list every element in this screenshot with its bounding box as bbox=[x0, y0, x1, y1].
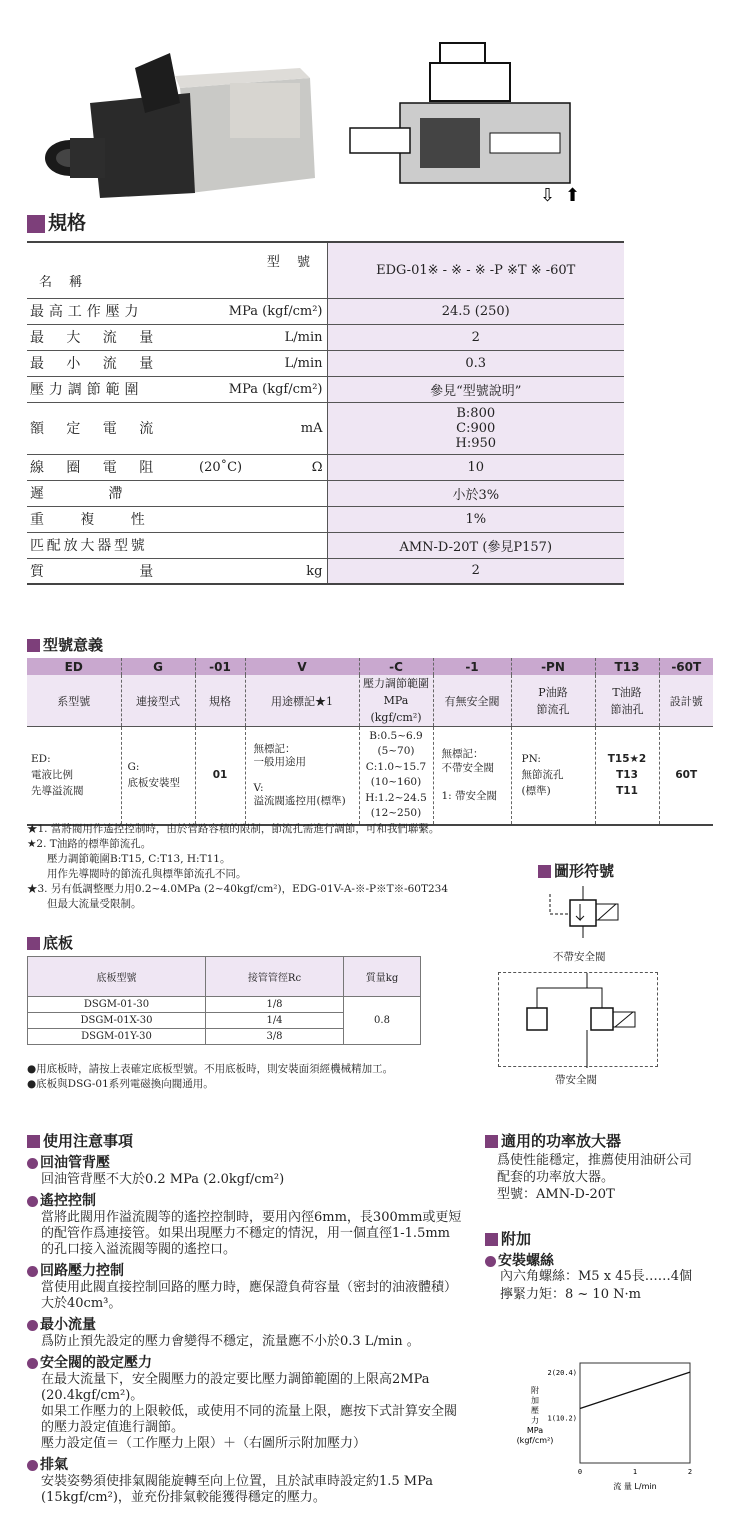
usage-text: 爲防止預先設定的壓力會變得不穩定，流量應不小於0.3 L/min 。 bbox=[41, 1334, 420, 1349]
appendix-title: 安裝螺絲 bbox=[485, 1250, 554, 1270]
x-tick-label: 2 bbox=[687, 1468, 693, 1476]
spec-label: 最大流量 bbox=[30, 330, 176, 346]
additional-pressure-chart bbox=[505, 1355, 715, 1505]
series-line bbox=[580, 1372, 690, 1408]
model-code: G bbox=[121, 658, 195, 675]
base-header: 接管管徑Rc bbox=[206, 957, 344, 997]
usage-title: 排氣 bbox=[40, 1457, 68, 1473]
spec-unit: L/min bbox=[284, 355, 323, 371]
symbol-heading: 圖形符號 bbox=[538, 860, 614, 881]
usage-list bbox=[27, 1152, 462, 1506]
symbol-no-relief bbox=[520, 882, 640, 942]
spec-label: 最小流量 bbox=[30, 356, 176, 372]
model-name: T油路 節油孔 bbox=[595, 675, 659, 727]
spec-label: 額定電流 bbox=[30, 421, 176, 437]
usage-item bbox=[27, 1352, 462, 1452]
usage-text: 回油管背壓不大於0.2 MPa (2.0kgf/cm²) bbox=[41, 1172, 285, 1187]
model-name: 系型號 bbox=[27, 675, 121, 727]
model-code: ED bbox=[27, 658, 121, 675]
base-cell: DSGM-01Y-30 bbox=[28, 1029, 206, 1045]
model-value: 01 bbox=[195, 727, 245, 825]
spec-label: 匹配放大器型號 bbox=[30, 538, 148, 554]
usage-title: 回油管背壓 bbox=[40, 1155, 110, 1171]
base-notes bbox=[27, 1062, 487, 1092]
spec-value: 2 bbox=[327, 558, 624, 584]
spec-label: 最高工作壓力 bbox=[30, 304, 144, 320]
amp-line: 配套的功率放大器。 bbox=[497, 1170, 615, 1185]
model-value: 無標記： 不帶安全閥 1: 帶安全閥 bbox=[433, 727, 511, 825]
note-line: ●用底板時，請按上表確定底板型號。不用底板時，則安裝面須經機械精加工。 bbox=[27, 1063, 394, 1075]
model-name: 設計號 bbox=[659, 675, 713, 727]
appendix-heading: 附加 bbox=[485, 1228, 531, 1249]
model-code: V bbox=[245, 658, 359, 675]
model-name: 規格 bbox=[195, 675, 245, 727]
model-code: -01 bbox=[195, 658, 245, 675]
usage-text: 當使用此閥直接控制回路的壓力時，應保證負荷容量（密封的油液體積）大於40cm³。 bbox=[41, 1280, 458, 1311]
spec-extra: (20˚C) bbox=[199, 459, 243, 475]
spec-value: B:800 C:900 H:950 bbox=[327, 402, 624, 454]
spec-heading: 規格 bbox=[27, 208, 86, 235]
model-table bbox=[27, 658, 713, 826]
amp-line: 爲使性能穩定，推薦使用油研公司 bbox=[497, 1153, 693, 1168]
note-line: ★3. 另有低調整壓力用0.2~4.0MPa (2~40kgf/cm²)，EDG-01V-A-※-P※T※-60T234 bbox=[27, 883, 449, 895]
base-mass: 0.8 bbox=[344, 997, 421, 1045]
note-line: ★1. 當將閥用作遙控控制時，由於管路容積的限制，節流孔需進行調節，可和我們聯繫。 bbox=[27, 823, 440, 835]
spec-value: 參見“型號說明” bbox=[327, 376, 624, 402]
symbol-label: 不帶安全閥 bbox=[553, 951, 606, 963]
base-cell: 1/8 bbox=[206, 997, 344, 1013]
spec-label: 壓力調節範圍 bbox=[30, 382, 144, 398]
appendix-line: 內六角螺絲：M5 x 45長……4個 bbox=[500, 1269, 692, 1284]
model-name: 連接型式 bbox=[121, 675, 195, 727]
spec-label: 遲滯 bbox=[30, 486, 187, 502]
spec-value: 24.5 (250) bbox=[327, 298, 624, 324]
spec-value: 0.3 bbox=[327, 350, 624, 376]
product-photo bbox=[30, 28, 330, 203]
base-cell: DSGM-01X-30 bbox=[28, 1013, 206, 1029]
usage-title: 安全閥的設定壓力 bbox=[40, 1355, 152, 1371]
spec-label: 質量 bbox=[30, 563, 249, 580]
x-tick-label: 1 bbox=[632, 1468, 638, 1476]
usage-item bbox=[27, 1314, 462, 1350]
usage-item bbox=[27, 1454, 462, 1506]
model-name: 用途標記★1 bbox=[245, 675, 359, 727]
x-tick-label: 0 bbox=[577, 1468, 583, 1476]
base-cell: 3/8 bbox=[206, 1029, 344, 1045]
model-notes bbox=[27, 822, 497, 912]
model-value: PN: 無節流孔 (標準) bbox=[511, 727, 595, 825]
spec-label: 重複性 bbox=[30, 512, 182, 528]
spec-header-name: 名 稱 bbox=[39, 275, 89, 290]
base-header: 質量kg bbox=[344, 957, 421, 997]
spec-value: 2 bbox=[327, 324, 624, 350]
spec-value: 1% bbox=[327, 506, 624, 532]
usage-text: 在最大流量下，安全閥壓力的設定要比壓力調節範圍的上限高2MPa (20.4kgf/cm²)。 如果工作壓力的上限較低，或使用不同的流量上限，應按下式計算安全閥的壓力設定值進行調節。 壓力設定值＝（工作壓力上限）＋（右圖所示附加壓力） bbox=[41, 1372, 458, 1451]
spec-unit: kg bbox=[306, 563, 323, 579]
note-line: ●底板與DSG-01系列電磁換向閥通用。 bbox=[27, 1078, 214, 1090]
appendix-line: 擰緊力矩：8 ~ 10 N·m bbox=[500, 1287, 641, 1302]
model-value: ED: 電液比例 先導溢流閥 bbox=[27, 727, 121, 825]
spec-header-model: EDG-01※ - ※ - ※ -P ※T ※ -60T bbox=[327, 242, 624, 298]
usage-item bbox=[27, 1190, 462, 1258]
appendix-text bbox=[500, 1268, 692, 1304]
spec-unit: L/min bbox=[284, 329, 323, 345]
model-code: -1 bbox=[433, 658, 511, 675]
usage-item bbox=[27, 1260, 462, 1312]
amp-line: 型號：AMN-D-20T bbox=[497, 1187, 615, 1202]
model-value: 無標記： 一般用途用 V: 溢流閥遙控用(標準) bbox=[245, 727, 359, 825]
model-code: -60T bbox=[659, 658, 713, 675]
y-tick-label: 1(10.2) bbox=[547, 1414, 577, 1423]
base-cell: DSGM-01-30 bbox=[28, 997, 206, 1013]
usage-title: 遙控控制 bbox=[40, 1193, 96, 1209]
base-cell: 1/4 bbox=[206, 1013, 344, 1029]
model-name: 有無安全閥 bbox=[433, 675, 511, 727]
note-line: 用作先導閥時的節流孔與標準節流孔不同。 bbox=[47, 868, 247, 880]
spec-unit: MPa (kgf/cm²) bbox=[228, 303, 323, 319]
symbol-label: 帶安全閥 bbox=[555, 1074, 597, 1086]
usage-heading: 使用注意事項 bbox=[27, 1130, 133, 1151]
amp-text bbox=[497, 1152, 692, 1203]
note-line: 但最大流量受限制。 bbox=[47, 898, 142, 910]
model-value: T15★2 T13 T11 bbox=[595, 727, 659, 825]
note-line: ★2. T油路的標準節流孔。 bbox=[27, 838, 152, 850]
usage-title: 最小流量 bbox=[40, 1317, 96, 1333]
y-axis-label: 附加壓力 MPa (kgf/cm²) bbox=[516, 1386, 554, 1445]
model-name: 壓力調節範圍 MPa (kgf/cm²) bbox=[359, 675, 433, 727]
sectional-drawing bbox=[340, 38, 620, 213]
model-value: 60T bbox=[659, 727, 713, 825]
model-code: -PN bbox=[511, 658, 595, 675]
usage-text: 安裝姿勢須使排氣閥能旋轉至向上位置，且於試車時設定約1.5 MPa (15kgf/cm²)，並充份排氣較能獲得穩定的壓力。 bbox=[41, 1474, 434, 1505]
base-table bbox=[27, 956, 421, 1045]
model-value: B:0.5~6.9 (5~70) C:1.0~15.7 (10~160) H:1.2~24.5 (12~250) bbox=[359, 727, 433, 825]
symbol-with-relief bbox=[498, 972, 658, 1067]
chart-svg bbox=[505, 1355, 715, 1505]
amp-heading: 適用的功率放大器 bbox=[485, 1130, 621, 1151]
base-heading: 底板 bbox=[27, 932, 73, 953]
usage-item bbox=[27, 1152, 462, 1188]
model-name: P油路 節流孔 bbox=[511, 675, 595, 727]
spec-unit: Ω bbox=[311, 459, 323, 475]
model-code: -C bbox=[359, 658, 433, 675]
spec-label: 線圈電阻 bbox=[30, 460, 176, 476]
usage-title: 回路壓力控制 bbox=[40, 1263, 124, 1279]
spec-value: 小於3% bbox=[327, 480, 624, 506]
note-line: 壓力調節範圍B:T15, C:T13, H:T11。 bbox=[47, 853, 231, 865]
model-code: T13 bbox=[595, 658, 659, 675]
spec-unit: mA bbox=[300, 420, 323, 436]
spec-value: 10 bbox=[327, 454, 624, 480]
y-tick-label: 2(20.4) bbox=[547, 1369, 577, 1378]
model-heading: 型號意義 bbox=[27, 634, 103, 655]
x-axis-label: 流 量 L/min bbox=[613, 1482, 657, 1491]
spec-unit: MPa (kgf/cm²) bbox=[228, 381, 323, 397]
model-value: G: 底板安裝型 bbox=[121, 727, 195, 825]
spec-header-type: 型 號 bbox=[266, 255, 317, 270]
usage-text: 當將此閥用作溢流閥等的遙控控制時，要用內徑6mm，長300mm或更短的配管作爲連接管。如果出現壓力不穩定的情況，用一個直徑1-1.5mm的孔口接入溢流閥等閥的遙控口。 bbox=[41, 1210, 462, 1257]
spec-table bbox=[27, 241, 624, 585]
svg-text:⇩: ⇩ bbox=[540, 185, 556, 206]
svg-text:⬆: ⬆ bbox=[565, 185, 581, 206]
base-header: 底板型號 bbox=[28, 957, 206, 997]
spec-value: AMN-D-20T (參見P157) bbox=[327, 532, 624, 558]
